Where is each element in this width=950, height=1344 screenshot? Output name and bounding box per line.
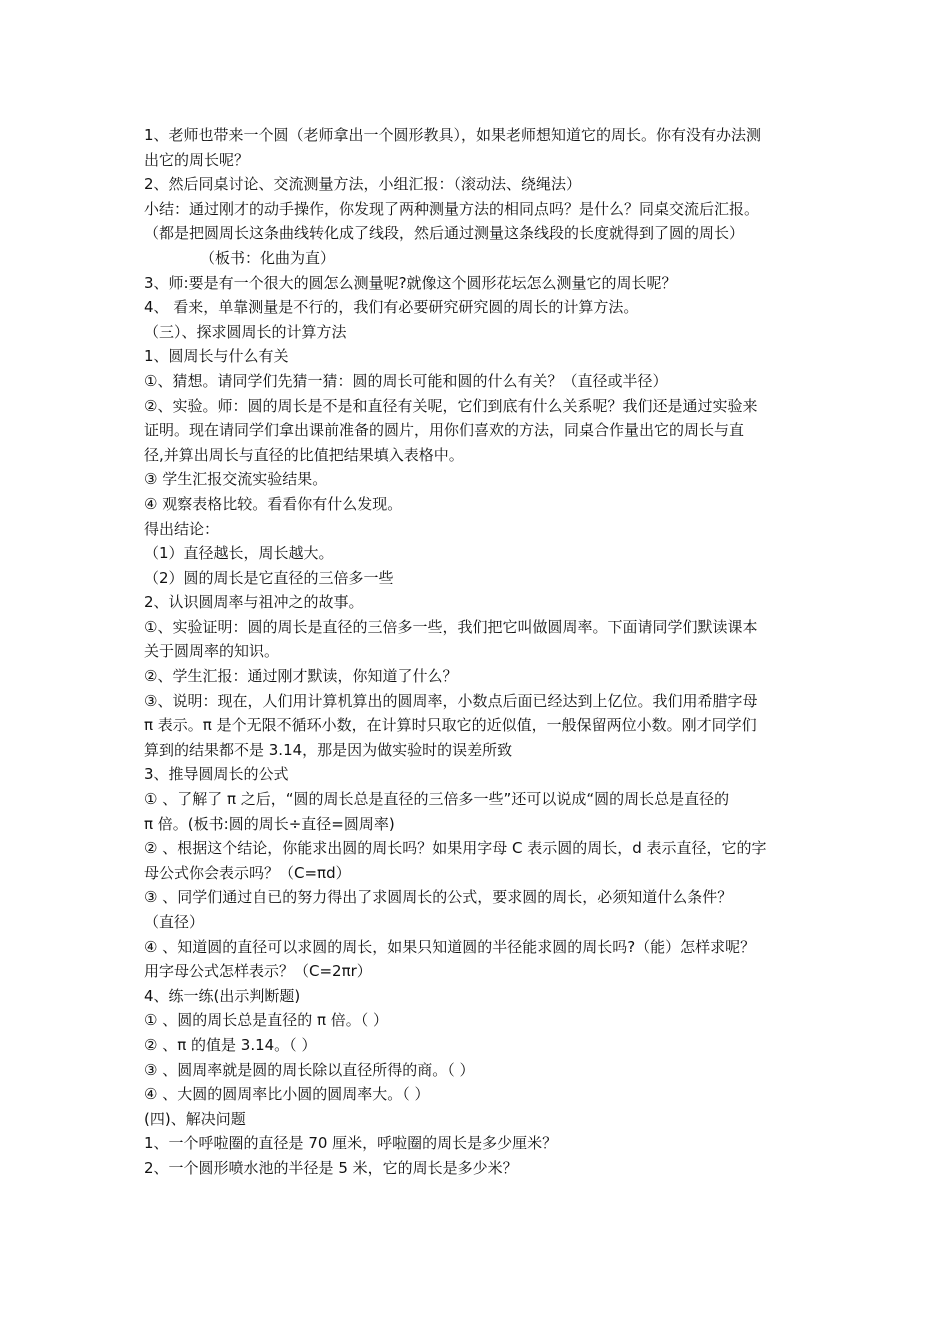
exercise-item: ④ 、大圆的圆周率比小圆的圆周率大。（ ） — [144, 1085, 430, 1104]
text-line: ③、说明：现在，人们用计算机算出的圆周率，小数点后面已经达到上亿位。我们用希腊字母 — [144, 691, 758, 710]
text-line: π 倍。(板书:圆的周长÷直径=圆周率) — [144, 814, 395, 833]
text-line: 母公式你会表示吗？（C=πd） — [144, 863, 351, 882]
text-line: 得出结论： — [144, 519, 220, 538]
text-line: ①、实验证明：圆的周长是直径的三倍多一些，我们把它叫做圆周率。下面请同学们默读课本 — [144, 617, 758, 636]
text-line: π 表示。π 是个无限不循环小数，在计算时只取它的近似值，一般保留两位小数。刚才同学们 — [144, 716, 757, 735]
document-body — [144, 123, 824, 1181]
subsection-heading: 3、推导圆周长的公式 — [144, 765, 289, 784]
text-line: 算到的结果都不是 3.14，那是因为做实验时的误差所致 — [144, 740, 513, 759]
text-line: 小结：通过刚才的动手操作，你发现了两种测量方法的相同点吗？是什么？同桌交流后汇报。 — [144, 199, 760, 218]
exercise-item: ② 、π 的值是 3.14。（ ） — [144, 1035, 317, 1054]
section-heading: （三）、探求圆周长的计算方法 — [144, 322, 347, 341]
blackboard-note: （板书：化曲为直） — [200, 248, 336, 267]
text-line: （1）直径越长，周长越大。 — [144, 544, 334, 563]
text-line: ③ 学生汇报交流实验结果。 — [144, 470, 328, 489]
text-line: （直径） — [144, 913, 205, 931]
section-heading: (四)、解决问题 — [144, 1109, 246, 1128]
text-line: 1、老师也带来一个圆（老师拿出一个圆形教具），如果老师想知道它的周长。你有没有办法测 — [144, 126, 762, 144]
subsection-heading: 4、练一练(出示判断题) — [144, 986, 301, 1005]
text-line: 关于圆周率的知识。 — [144, 642, 280, 661]
subsection-heading: 2、认识圆周率与祖冲之的故事。 — [144, 593, 364, 612]
problem-item: 2、一个圆形喷水池的半径是 5 米，它的周长是多少米？ — [144, 1158, 518, 1177]
text-line: ④ 、知道圆的直径可以求圆的周长，如果只知道圆的半径能求圆的周长吗?（能）怎样求呢？ — [144, 937, 756, 956]
text-line: 3、师:要是有一个很大的圆怎么测量呢?就像这个圆形花坛怎么测量它的周长呢？ — [144, 273, 677, 292]
text-line: （2）圆的周长是它直径的三倍多一些 — [144, 568, 394, 587]
text-line: 2、然后同桌讨论、交流测量方法，小组汇报：（滚动法、绕绳法） — [144, 175, 582, 194]
text-line: ② 、根据这个结论，你能求出圆的周长吗？如果用字母 C 表示圆的周长，d 表示直径，它的字 — [144, 839, 767, 858]
exercise-item: ③ 、圆周率就是圆的周长除以直径所得的商。（ ） — [144, 1060, 475, 1079]
problem-item: 1、一个呼啦圈的直径是 70 厘米，呼啦圈的周长是多少厘米？ — [144, 1134, 558, 1153]
text-line: ① 、了解了 π 之后，“圆的周长总是直径的三倍多一些”还可以说成“圆的周长总是直径的 — [144, 790, 730, 809]
subsection-heading: 1、圆周长与什么有关 — [144, 347, 289, 366]
text-line: 证明。现在请同学们拿出课前准备的圆片，用你们喜欢的方法，同桌合作量出它的周长与直 — [144, 421, 745, 440]
text-line: ②、实验。师：圆的周长是不是和直径有关呢，它们到底有什么关系呢？我们还是通过实验来 — [144, 396, 758, 415]
exercise-item: ① 、圆的周长总是直径的 π 倍。（ ） — [144, 1011, 389, 1030]
text-line: （都是把圆周长这条曲线转化成了线段，然后通过测量这条线段的长度就得到了圆的周长） — [144, 224, 745, 243]
text-line: ①、猜想。请同学们先猜一猜：圆的周长可能和圆的什么有关？（直径或半径） — [144, 371, 668, 390]
text-line: 径,并算出周长与直径的比值把结果填入表格中。 — [144, 445, 464, 464]
text-line: ②、学生汇报：通过刚才默读，你知道了什么？ — [144, 667, 458, 686]
text-line: ③ 、同学们通过自已的努力得出了求圆周长的公式，要求圆的周长，必须知道什么条件？ — [144, 888, 733, 907]
text-line: 出它的周长呢？ — [144, 150, 250, 169]
text-line: 4、 看来，单靠测量是不行的，我们有必要研究研究圆的周长的计算方法。 — [144, 298, 639, 317]
text-line: ④ 观察表格比较。看看你有什么发现。 — [144, 494, 403, 513]
text-line: 用字母公式怎样表示？（C=2πr） — [144, 962, 372, 981]
